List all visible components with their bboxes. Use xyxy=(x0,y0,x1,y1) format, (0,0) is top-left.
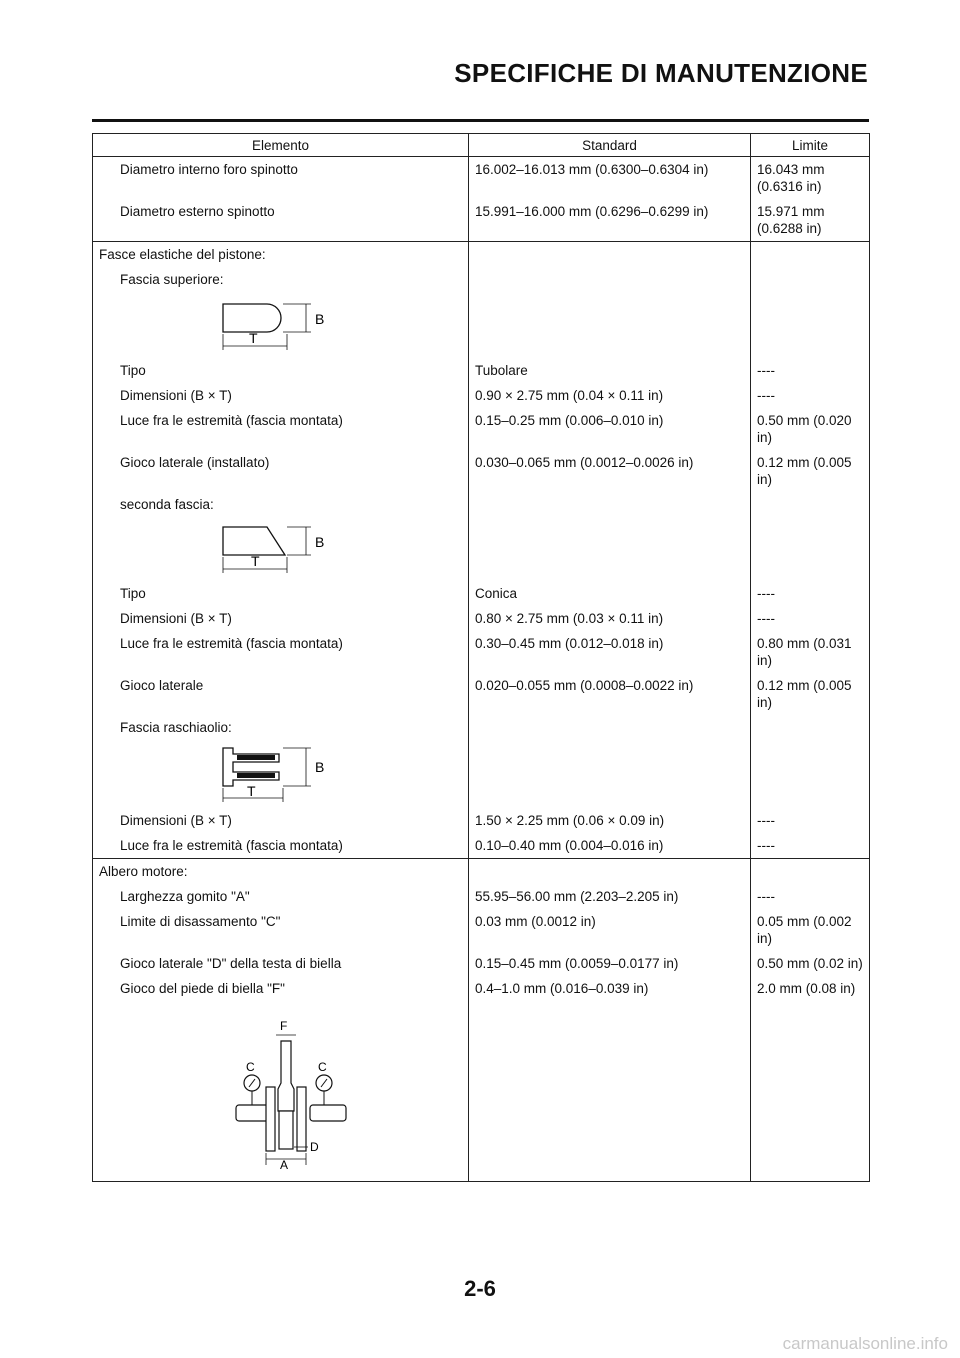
standard-cell: 0.15–0.25 mm (0.006–0.010 in) xyxy=(469,408,751,450)
table-row xyxy=(93,267,870,358)
table-header-row xyxy=(93,134,870,157)
table-row xyxy=(93,492,870,581)
oil-ring-section-diagram xyxy=(217,742,347,804)
crank-web-right xyxy=(297,1087,306,1151)
subsection-label: Fascia superiore: xyxy=(120,272,224,287)
standard-cell: 0.90 × 2.75 mm (0.04 × 0.11 in) xyxy=(469,383,751,408)
table-row xyxy=(93,242,870,268)
crank-shaft-right xyxy=(310,1105,346,1121)
limit-cell: 16.043 mm (0.6316 in) xyxy=(751,157,870,200)
item-label: Gioco del piede di biella "F" xyxy=(120,981,285,996)
standard-cell: 1.50 × 2.25 mm (0.06 × 0.09 in) xyxy=(469,808,751,833)
standard-cell xyxy=(469,492,751,581)
second-ring-profile xyxy=(223,527,285,555)
item-cell: Luce fra le estremità (fascia montata) xyxy=(93,833,469,859)
standard-cell: Conica xyxy=(469,581,751,606)
watermark: carmanualsonline.info xyxy=(782,1334,948,1353)
item-cell: Diametro interno foro spinotto xyxy=(93,157,469,200)
oil-ring-profile xyxy=(223,748,279,786)
limit-cell xyxy=(751,267,870,358)
limit-cell: ---- xyxy=(751,581,870,606)
standard-cell: 0.15–0.45 mm (0.0059–0.0177 in) xyxy=(469,951,751,976)
crank-web-left xyxy=(266,1087,275,1151)
item-cell: Dimensioni (B × T) xyxy=(93,808,469,833)
standard-cell: 0.03 mm (0.0012 in) xyxy=(469,909,751,951)
standard-cell: 0.80 × 2.75 mm (0.03 × 0.11 in) xyxy=(469,606,751,631)
standard-cell: 55.95–56.00 mm (2.203–2.205 in) xyxy=(469,884,751,909)
table-row xyxy=(93,450,870,492)
standard-cell xyxy=(469,715,751,808)
limit-cell: ---- xyxy=(751,833,870,859)
top-ring-profile xyxy=(223,304,281,332)
table-row xyxy=(93,606,870,631)
limit-cell xyxy=(751,715,870,808)
top-ring-section-diagram xyxy=(217,294,347,354)
limit-cell: 0.50 mm (0.020 in) xyxy=(751,408,870,450)
limit-cell xyxy=(751,492,870,581)
subsection-label: seconda fascia: xyxy=(120,497,214,512)
connecting-rod-big-end xyxy=(279,1111,293,1149)
dim-label-a: A xyxy=(280,1158,289,1169)
item-cell: Dimensioni (B × T) xyxy=(93,383,469,408)
section-heading: Albero motore: xyxy=(93,859,469,885)
dim-label-b: B xyxy=(315,534,325,550)
page-title: SPECIFICHE DI MANUTENZIONE xyxy=(454,58,868,88)
table-row xyxy=(93,715,870,808)
col-header-element: Elemento xyxy=(93,134,469,157)
item-cell: Larghezza gomito "A" xyxy=(93,884,469,909)
item-cell xyxy=(93,976,469,1182)
item-cell: Gioco laterale (installato) xyxy=(93,450,469,492)
table-row xyxy=(93,976,870,1182)
dim-label-b: B xyxy=(315,311,325,327)
limit-cell: ---- xyxy=(751,808,870,833)
dim-label-c-left: C xyxy=(246,1060,255,1074)
table-row xyxy=(93,408,870,450)
dim-label-t: T xyxy=(251,553,260,569)
table-row xyxy=(93,199,870,242)
oil-ring-rail xyxy=(237,755,275,760)
header-rule xyxy=(92,119,869,122)
table-row xyxy=(93,157,870,200)
table-row xyxy=(93,951,870,976)
standard-cell: 0.4–1.0 mm (0.016–0.039 in) xyxy=(469,976,751,1182)
item-cell: Limite di disassamento "C" xyxy=(93,909,469,951)
standard-cell: 0.10–0.40 mm (0.004–0.016 in) xyxy=(469,833,751,859)
standard-cell: 0.030–0.065 mm (0.0012–0.0026 in) xyxy=(469,450,751,492)
item-cell: Diametro esterno spinotto xyxy=(93,199,469,242)
limit-cell: 2.0 mm (0.08 in) xyxy=(751,976,870,1182)
item-cell: Tipo xyxy=(93,581,469,606)
page-number: 2-6 xyxy=(464,1276,496,1301)
limit-cell xyxy=(751,859,870,885)
table-row xyxy=(93,884,870,909)
standard-cell xyxy=(469,267,751,358)
dim-label-t: T xyxy=(247,783,256,799)
limit-cell: 0.05 mm (0.002 in) xyxy=(751,909,870,951)
connecting-rod xyxy=(278,1041,294,1111)
oil-ring-rail xyxy=(237,773,275,778)
standard-cell: 16.002–16.013 mm (0.6300–0.6304 in) xyxy=(469,157,751,200)
limit-cell xyxy=(751,242,870,268)
item-cell: Luce fra le estremità (fascia montata) xyxy=(93,631,469,673)
dim-label-t: T xyxy=(249,330,258,346)
limit-cell: ---- xyxy=(751,606,870,631)
table-row xyxy=(93,909,870,951)
col-header-standard: Standard xyxy=(469,134,751,157)
table-row xyxy=(93,383,870,408)
table-row xyxy=(93,859,870,885)
limit-cell: 0.12 mm (0.005 in) xyxy=(751,450,870,492)
standard-cell xyxy=(469,859,751,885)
item-cell: Gioco laterale "D" della testa di biella xyxy=(93,951,469,976)
dim-label-b: B xyxy=(315,759,325,775)
crankshaft-measurement-diagram xyxy=(232,1019,352,1169)
subsection-heading xyxy=(93,267,469,358)
subsection-heading xyxy=(93,492,469,581)
table-row xyxy=(93,673,870,715)
limit-cell: ---- xyxy=(751,358,870,383)
subsection-label: Fascia raschiaolio: xyxy=(120,720,232,735)
item-cell: Luce fra le estremità (fascia montata) xyxy=(93,408,469,450)
limit-cell: 0.80 mm (0.031 in) xyxy=(751,631,870,673)
table-row xyxy=(93,833,870,859)
item-cell: Gioco laterale xyxy=(93,673,469,715)
section-heading: Fasce elastiche del pistone: xyxy=(93,242,469,268)
limit-cell: 15.971 mm (0.6288 in) xyxy=(751,199,870,242)
table-row xyxy=(93,581,870,606)
standard-cell: Tubolare xyxy=(469,358,751,383)
standard-cell: 15.991–16.000 mm (0.6296–0.6299 in) xyxy=(469,199,751,242)
item-cell: Tipo xyxy=(93,358,469,383)
limit-cell: 0.50 mm (0.02 in) xyxy=(751,951,870,976)
table-row xyxy=(93,808,870,833)
standard-cell xyxy=(469,242,751,268)
spec-table xyxy=(92,133,870,1182)
table-row xyxy=(93,358,870,383)
limit-cell: ---- xyxy=(751,884,870,909)
limit-cell: ---- xyxy=(751,383,870,408)
dim-label-f: F xyxy=(280,1019,288,1033)
table-row xyxy=(93,631,870,673)
subsection-heading xyxy=(93,715,469,808)
col-header-limit: Limite xyxy=(751,134,870,157)
standard-cell: 0.020–0.055 mm (0.0008–0.0022 in) xyxy=(469,673,751,715)
limit-cell: 0.12 mm (0.005 in) xyxy=(751,673,870,715)
second-ring-section-diagram xyxy=(217,519,347,577)
dim-label-d: D xyxy=(310,1140,319,1154)
standard-cell: 0.30–0.45 mm (0.012–0.018 in) xyxy=(469,631,751,673)
dim-label-c-right: C xyxy=(318,1060,327,1074)
item-cell: Dimensioni (B × T) xyxy=(93,606,469,631)
